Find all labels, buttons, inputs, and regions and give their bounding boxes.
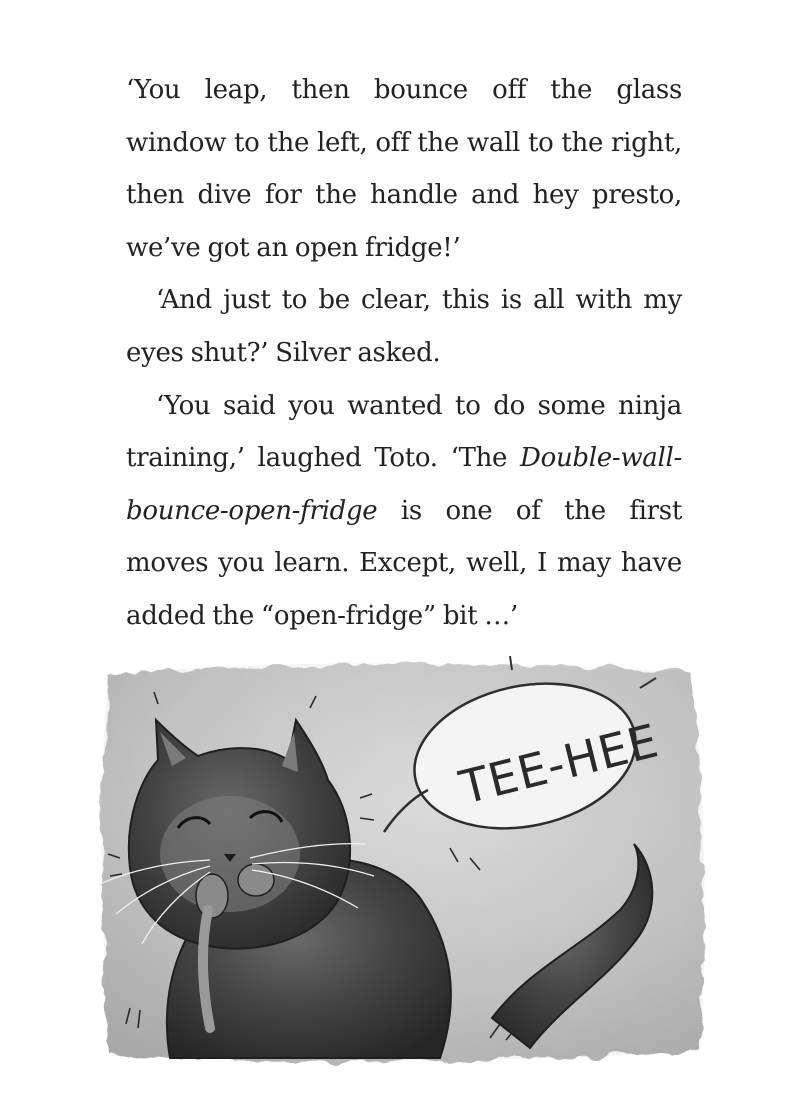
move-name: Double-wall-bounce-open-fridge	[126, 443, 682, 526]
paragraph-3-start: ‘You said you wanted to do some ninja training,’ laughed Toto. ‘The	[126, 390, 682, 474]
illustration	[60, 648, 740, 1078]
paragraph-1: ‘You leap, then bounce off the glass window to the left, off the wall to the right, then dive for the handle and hey presto, we’ve got an open fridge!’	[126, 75, 682, 263]
story-text	[126, 64, 682, 643]
paragraph-2: ‘And just to be clear, this is all with my eyes shut?’ Silver asked.	[126, 285, 682, 368]
paragraph-3	[126, 380, 682, 643]
speech-bubble-text: TEE-HEE	[454, 713, 665, 815]
paragraph-3-end: is one of the first moves you learn. Except, well, I may have added the “open-fridge” bit …’	[126, 495, 682, 631]
